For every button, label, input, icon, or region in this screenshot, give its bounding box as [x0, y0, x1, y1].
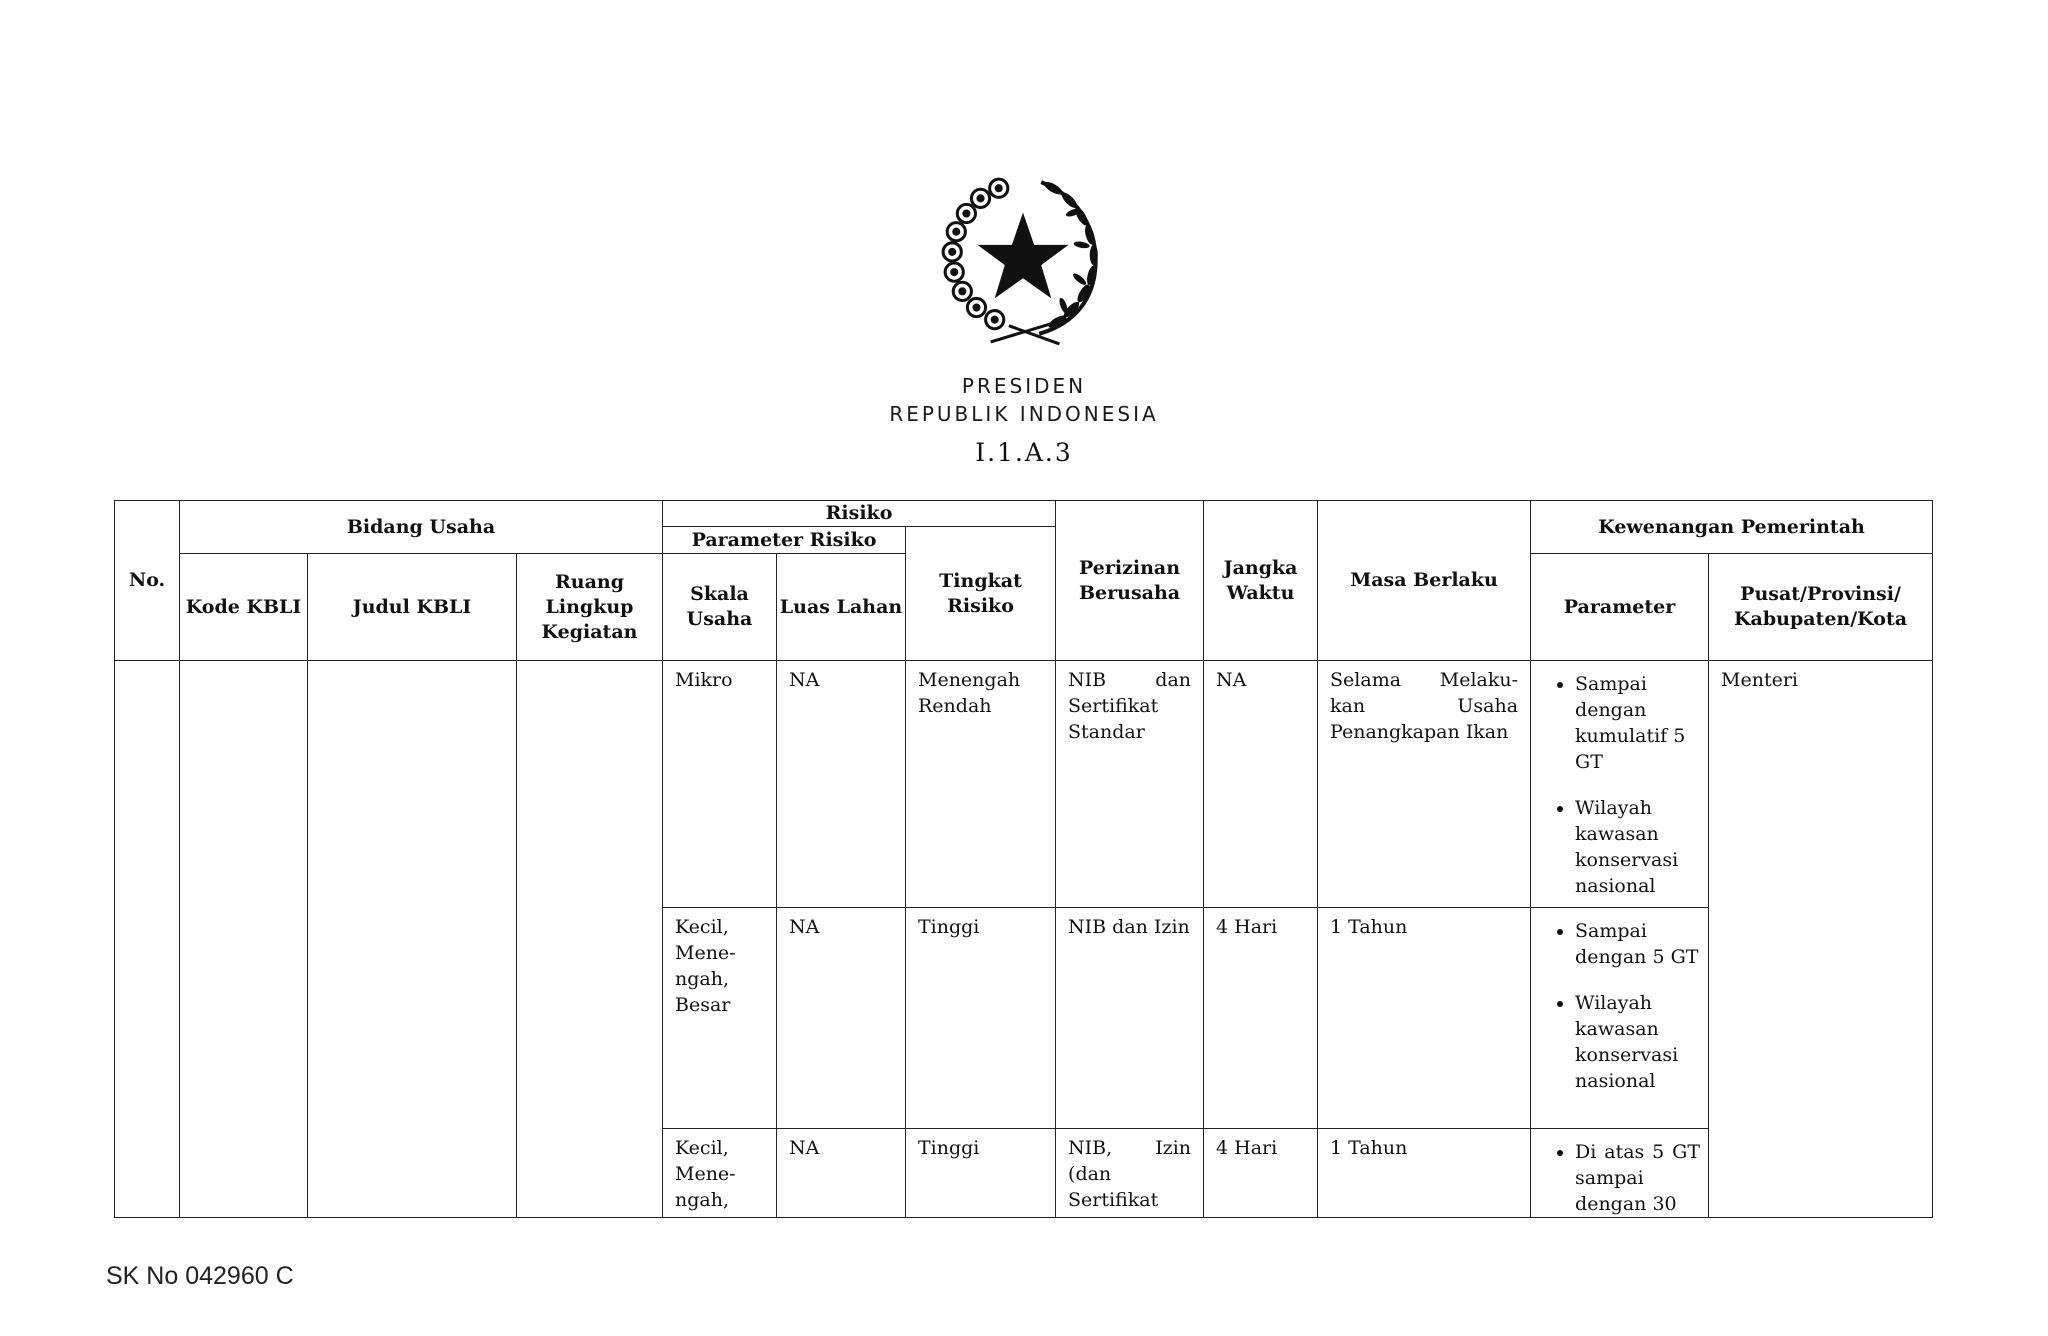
- parameter-list: [1531, 908, 1708, 1094]
- header-judul-kbli: Judul KBLI: [308, 554, 517, 661]
- cell-perizinan: NIB, Izin (dan Sertifikat: [1068, 1137, 1192, 1211]
- cell-pusat-provinsi: Menteri: [1721, 669, 1799, 691]
- table-row: [115, 661, 1933, 908]
- header-bidang-usaha: Bidang Usaha: [180, 501, 663, 554]
- cell-tingkat-risiko: Tinggi: [918, 1137, 980, 1159]
- cell-ruang-lingkup: [517, 661, 663, 1218]
- header-perizinan-berusaha: Perizinan Berusaha: [1056, 501, 1204, 661]
- parameter-list: [1531, 661, 1708, 899]
- list-item: • Wilayah kawasan konservasi nasional: [1575, 795, 1700, 899]
- list-item: • Sampai dengan 5 GT: [1575, 918, 1700, 970]
- header-parameter-risiko: Parameter Risiko: [663, 527, 906, 554]
- cell-no: [115, 661, 180, 1218]
- header-presiden: PRESIDEN: [961, 374, 1087, 398]
- section-code: I.1.A.3: [975, 438, 1073, 467]
- cell-perizinan: NIB dan Izin: [1068, 916, 1190, 938]
- document-serial-number: SK No 042960 C: [106, 1262, 294, 1290]
- parameter-list: [1531, 1129, 1708, 1217]
- header-kode-kbli: Kode KBLI: [180, 554, 308, 661]
- header-luas-lahan: Luas Lahan: [777, 554, 906, 661]
- header-skala-usaha: Skala Usaha: [663, 554, 777, 661]
- header-jangka-waktu: Jangka Waktu: [1204, 501, 1318, 661]
- cell-jangka-waktu: 4 Hari: [1216, 1137, 1278, 1159]
- cell-luas-lahan: NA: [789, 669, 820, 691]
- cell-masa-berlaku: Selama Melaku-kan Usaha Penangkapan Ikan: [1330, 669, 1519, 743]
- presidential-emblem-icon: [932, 168, 1114, 350]
- header-kewenangan-pemerintah: Kewenangan Pemerintah: [1531, 501, 1933, 554]
- cell-jangka-waktu: NA: [1216, 669, 1247, 691]
- header-risiko: Risiko: [663, 501, 1056, 527]
- cell-skala-usaha: Kecil, Mene-ngah, Besar: [675, 916, 736, 1016]
- cell-tingkat-risiko: Tinggi: [918, 916, 980, 938]
- header-republik-indonesia: REPUBLIK INDONESIA: [889, 402, 1159, 426]
- list-item: • Wilayah kawasan konservasi nasional: [1575, 990, 1700, 1094]
- header-tingkat-risiko: Tingkat Risiko: [906, 527, 1056, 661]
- cell-tingkat-risiko: Menengah Rendah: [918, 669, 1021, 717]
- cell-skala-usaha: Mikro: [675, 669, 733, 691]
- cell-skala-usaha: Kecil, Mene-ngah,: [675, 1137, 736, 1211]
- header-pusat-provinsi: Pusat/Provinsi/ Kabupaten/Kota: [1709, 554, 1933, 661]
- header-ruang-lingkup: Ruang Lingkup Kegiatan: [517, 554, 663, 661]
- cell-luas-lahan: NA: [789, 916, 820, 938]
- cell-masa-berlaku: 1 Tahun: [1330, 1137, 1408, 1159]
- header-no: No.: [115, 501, 180, 661]
- cell-perizinan: NIB dan Sertifikat Standar: [1068, 669, 1192, 743]
- cell-masa-berlaku: 1 Tahun: [1330, 916, 1408, 938]
- header-parameter: Parameter: [1531, 554, 1709, 661]
- list-item: • Sampai dengan kumulatif 5 GT: [1575, 671, 1700, 775]
- list-item: • Di atas 5 GT sampai dengan 30: [1575, 1139, 1700, 1217]
- cell-luas-lahan: NA: [789, 1137, 820, 1159]
- perizinan-table: [114, 500, 1933, 1218]
- cell-judul-kbli: [308, 661, 517, 1218]
- cell-jangka-waktu: 4 Hari: [1216, 916, 1278, 938]
- header-masa-berlaku: Masa Berlaku: [1318, 501, 1531, 661]
- cell-kode-kbli: [180, 661, 308, 1218]
